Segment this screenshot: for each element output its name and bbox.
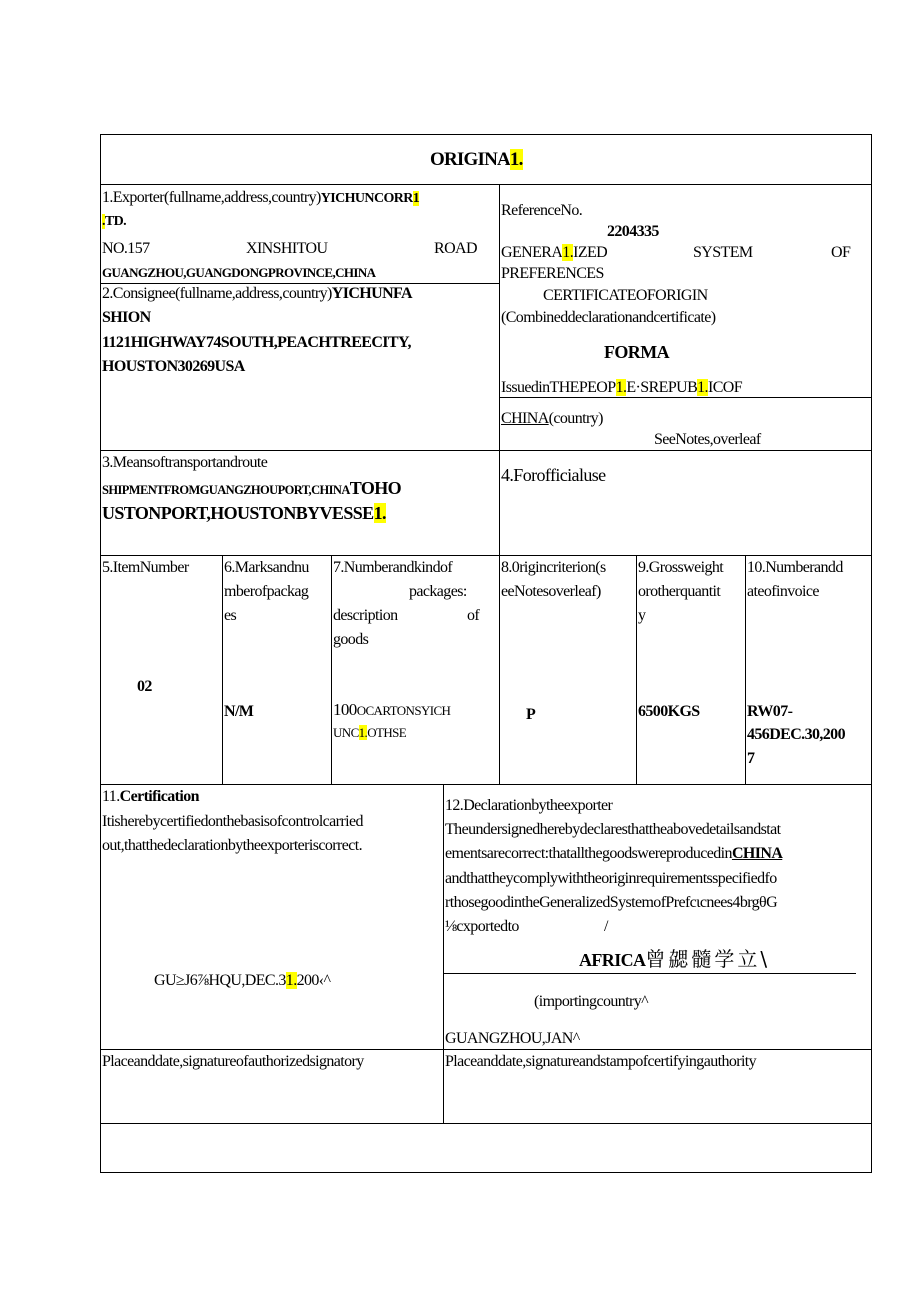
consignee-label: 2.Consignee(fullname,address,country): [102, 285, 332, 302]
gsp-word-preferences: PREFERENCES: [501, 265, 604, 282]
col-invoice-l1: 10.Numberandd: [747, 559, 843, 576]
divider-col7: [331, 555, 332, 784]
divider-bottom: [443, 784, 444, 1123]
declaration-china: CHINA: [731, 845, 783, 862]
exporter-address-city: GUANGZHOU,GUANGDONGPROVINCE,CHINA: [102, 265, 376, 280]
col-marks-l1: 6.Marksandnu: [224, 559, 309, 576]
transport-route-highlight: 1.: [373, 503, 386, 523]
cert-place-year: 200‹^: [296, 972, 331, 989]
declaration-text-5: ⅛cxportedto: [445, 918, 519, 935]
notes-overleaf: SeeNotes,overleaf: [654, 431, 761, 448]
issued-text-1: IssuedinTHEPEOP: [501, 379, 616, 396]
item-goods-highlight: 1.: [358, 725, 368, 740]
issued-text-3: ICOF: [707, 379, 743, 396]
country-word: CHINA: [501, 410, 549, 427]
col-packages-l2: packages:: [409, 583, 467, 600]
col-weight-l1: 9.Grossweight: [638, 559, 724, 576]
page-title: [430, 148, 523, 172]
border-left: [100, 134, 101, 1173]
col-criterion-l1: 8.0rigincriterion(s: [501, 559, 606, 576]
certification-text-2: out,thatthedeclarationbytheexporteriscorrect.: [102, 837, 362, 854]
title-highlight: 1.: [509, 149, 523, 170]
consignee-address-line2: HOUSTON30269USA: [102, 358, 245, 375]
rule-consignee: [100, 450, 872, 451]
gsp-word-of: OF: [831, 244, 851, 261]
certification-signatory-label: Placeanddate,signatureofauthorizedsignatory: [102, 1053, 364, 1070]
col-marks-l3: es: [224, 607, 237, 624]
reference-number: 2204335: [607, 223, 659, 240]
certification-label: Certification: [119, 788, 199, 805]
item-criterion: P: [526, 706, 536, 723]
consignee-name: YICHUNFA: [331, 285, 412, 302]
exporter-address-street: XINSHITOU: [246, 240, 328, 257]
item-invoice-l1: RW07-: [747, 703, 793, 720]
exporter-name-highlight-2: .: [102, 214, 105, 229]
issued-highlight-2: 1.: [697, 379, 708, 396]
item-goods-qty: 100: [333, 700, 357, 719]
declaration-text-2a: ementsarecorrect:thatallthegoodswereproducedin: [445, 845, 732, 862]
col-packages-l1: 7.Numberandkindof: [333, 559, 453, 576]
rule-place: [100, 1123, 872, 1124]
item-number: 02: [137, 678, 152, 695]
divider-col8: [499, 555, 500, 784]
declaration-importing-country: (importingcountry^: [534, 993, 649, 1010]
exporter-name-highlight: 1: [412, 191, 420, 206]
declaration-city-date: GUANGZHOU,JAN^: [445, 1030, 580, 1047]
title-text: ORIGINA: [430, 149, 510, 170]
cert-place-highlight: 1.: [285, 972, 297, 989]
col-packages-l3a: description: [333, 607, 398, 624]
consignee-address-line1: 1121HIGHWAY74SOUTH,PEACHTREECITY,: [102, 334, 411, 351]
border-right: [871, 134, 872, 1173]
exporter-label-line: [102, 188, 419, 209]
col-packages-l4: goods: [333, 631, 369, 648]
item-goods-line1: [333, 700, 450, 721]
gsp-word-2: IZED: [573, 244, 608, 261]
rule-transport: [100, 555, 872, 556]
reference-label: ReferenceNo.: [501, 202, 583, 219]
declaration-country-line: [579, 946, 770, 973]
exporter-address-number: NO.157: [102, 240, 150, 257]
certification-text-1: Itisherebycertifiedonthebasisofcontrolcarried: [102, 813, 363, 830]
declaration-africa: AFRICA: [579, 950, 646, 970]
declaration-stamp-glyphs: 曾勰髓学立\: [645, 947, 771, 971]
cert-place-text: GU≥J6⅞HQU,DEC.3: [154, 972, 286, 989]
rule-cert: [100, 1049, 872, 1050]
rule-title: [100, 184, 872, 185]
combined-note: (Combineddeclarationandcertificate): [501, 309, 716, 326]
transport-route-text: USTONPORT,HOUSTONBYVESSE: [102, 503, 374, 523]
exporter-name-suffix: TD.: [104, 214, 127, 229]
issued-text-2: E·SREPUB: [626, 379, 698, 396]
official-use-label: 4.Forofficialuse: [501, 465, 606, 485]
issued-line: [501, 378, 742, 398]
item-goods-line2: [333, 723, 406, 743]
item-goods-desc: OCARTONSYICH: [356, 703, 451, 718]
divider-top: [499, 184, 500, 555]
declaration-text-4: rthosegoodintheGeneralizedSystemofPrefcιcnees4brgθG: [445, 894, 778, 911]
item-invoice-l2: 456DEC.30,200: [747, 726, 845, 743]
country-label: (country): [548, 410, 603, 427]
transport-route-line2: [102, 503, 386, 523]
transport-label: 3.Meansoftransportandroute: [102, 454, 268, 471]
declaration-text-1: Theundersignedherebydeclaresthattheabovedetailsandstat: [445, 821, 781, 838]
declaration-text-3: andthattheycomplywiththeoriginrequirementsspecifiedfo: [445, 870, 777, 887]
border-top: [100, 134, 872, 135]
item-weight: 6500KGS: [638, 703, 700, 720]
col-packages-l3b: of: [467, 607, 480, 624]
col-weight-l2: orotherquantit: [638, 583, 721, 600]
divider-col10: [745, 555, 746, 784]
consignee-label-line: [102, 284, 412, 304]
certificate-title: CERTIFICATEOFORIGIN: [543, 287, 708, 304]
item-goods-desc-2: UNC: [333, 725, 359, 740]
declaration-authority-label: Placeanddate,signatureandstampofcertifyingauthority: [445, 1053, 757, 1070]
form-title: FORMA: [604, 342, 669, 362]
col-marks-l2: mberofpackag: [224, 583, 309, 600]
exporter-name: YICHUNCORR: [320, 191, 413, 206]
issued-highlight-1: 1.: [615, 379, 627, 396]
rule-items: [100, 784, 872, 785]
certification-label-line: [102, 787, 199, 807]
col-item-number: 5.ItemNumber: [102, 559, 189, 576]
exporter-name-line2: [102, 212, 126, 232]
exporter-label: 1.Exporter(fullname,address,country): [102, 189, 321, 206]
col-weight-l3: y: [638, 607, 646, 624]
divider-col6: [222, 555, 223, 784]
certification-place-date: [154, 971, 330, 991]
declaration-slash: /: [604, 918, 608, 935]
declaration-text-2: [445, 844, 782, 864]
consignee-name-line2: SHION: [102, 309, 151, 326]
gsp-highlight: 1.: [562, 244, 574, 261]
item-marks: N/M: [224, 703, 254, 720]
country-line: [501, 409, 603, 429]
gsp-word-system: SYSTEM: [693, 244, 753, 261]
transport-route-dest: TOHO: [349, 478, 402, 498]
declaration-label: 12.Declarationbytheexporter: [445, 797, 613, 814]
certification-number: 11.: [102, 788, 120, 805]
transport-route-origin: SHIPMENTFROMGUANGZHOUPORT,CHINA: [102, 483, 350, 497]
exporter-address-road: ROAD: [434, 240, 477, 257]
item-invoice-l3: 7: [747, 750, 755, 767]
divider-col9: [636, 555, 637, 784]
rule-africa: [443, 973, 856, 974]
col-criterion-l2: eeNotesoverleaf): [501, 583, 601, 600]
border-bottom: [100, 1172, 872, 1173]
gsp-word-1: GENERA: [501, 244, 563, 261]
gsp-line: [501, 243, 607, 263]
transport-route-line1: [102, 478, 401, 500]
col-invoice-l2: ateofinvoice: [747, 583, 819, 600]
item-goods-desc-3: OTHSE: [367, 725, 407, 740]
